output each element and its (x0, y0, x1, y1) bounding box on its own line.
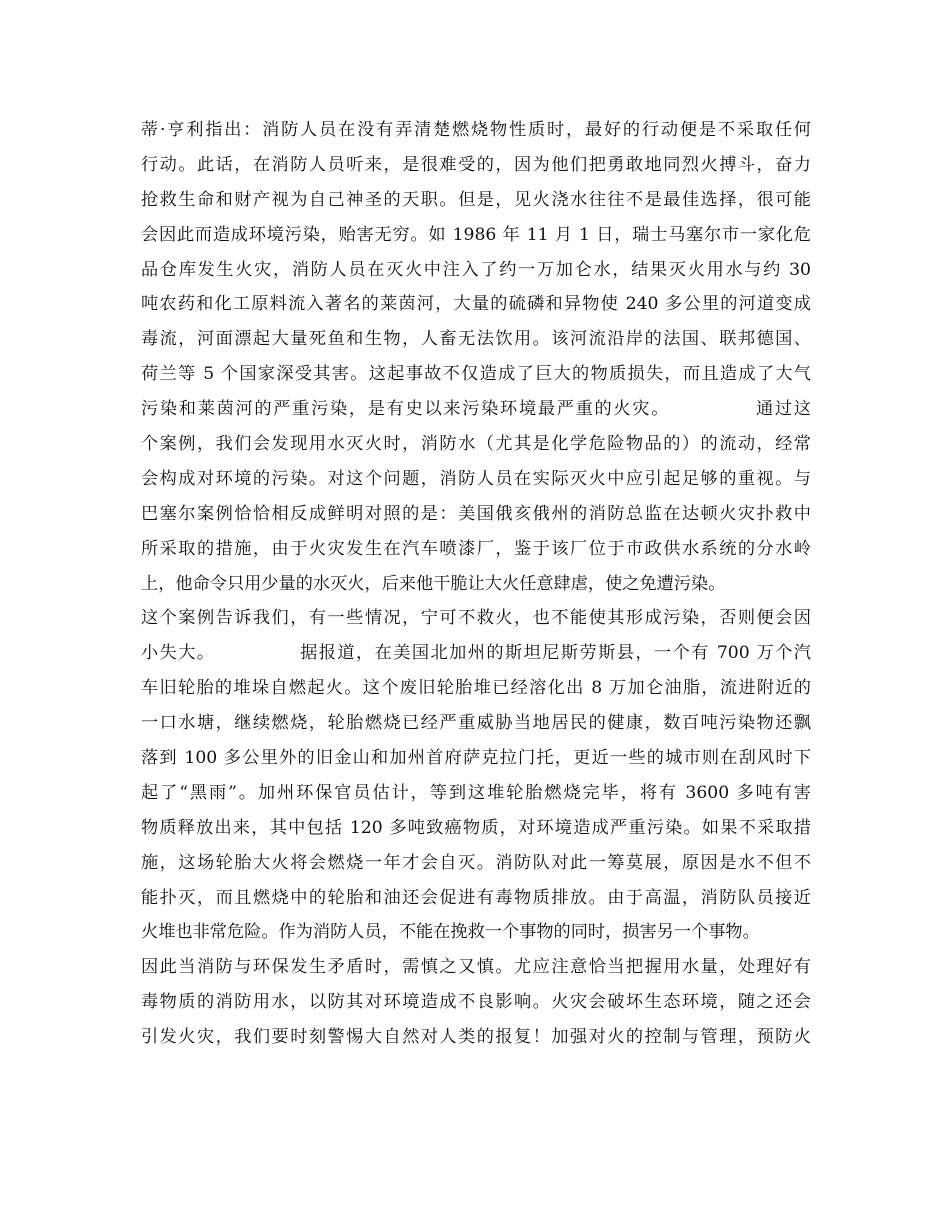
text-line: 这个案例告诉我们，有一些情况，宁可不救火，也不能使其形成污染，否则便会因 (141, 608, 811, 629)
text-line: 毒物质的消防用水，以防其对环境造成不良影响。火灾会破坏生态环境，随之还会 (141, 992, 811, 1013)
text-line: 火堆也非常危险。作为消防人员，不能在挽救一个事物的同时，损害另一个事物。 (141, 922, 760, 943)
text-line: 起了“黑雨”。加州环保官员估计，等到这堆轮胎燃烧完毕，将有 3600 多吨有害 (141, 782, 811, 803)
text-line: 个案例，我们会发现用水灭火时，消防水（尤其是化学危险物品的）的流动，经常 (141, 434, 811, 455)
text-line: 巴塞尔案例恰恰相反成鲜明对照的是：美国俄亥俄州的消防总监在达顿火灾扑救中 (141, 503, 811, 524)
text-line: 落到 100 多公里外的旧金山和加州首府萨克拉门托，更近一些的城市则在刮风时下 (141, 748, 811, 769)
text-line: 小失大。 据报道，在美国北加州的斯坦尼斯劳斯县，一个有 700 万个汽 (141, 643, 811, 664)
text-line: 物质释放出来，其中包括 120 多吨致癌物质，对环境造成严重污染。如果不采取措 (141, 817, 811, 838)
text-line: 品仓库发生火灾，消防人员在灭火中注入了约一万加仑水，结果灭火用水与约 30 (141, 259, 811, 280)
text-line: 引发火灾，我们要时刻警惕大自然对人类的报复！加强对火的控制与管理，预防火 (141, 1027, 811, 1048)
text-line: 蒂·亨利指出：消防人员在没有弄清楚燃烧物性质时，最好的行动便是不采取任何 (141, 120, 811, 140)
document-body (141, 113, 811, 1055)
text-line: 吨农药和化工原料流入著名的莱茵河，大量的硫磷和异物使 240 多公里的河道变成 (141, 294, 811, 315)
text-line: 因此当消防与环保发生矛盾时，需慎之又慎。尤应注意恰当把握用水量，处理好有 (141, 957, 811, 978)
text-line: 荷兰等 5 个国家深受其害。这起事故不仅造成了巨大的物质损失，而且造成了大气 (141, 364, 811, 385)
text-line: 车旧轮胎的堆垛自燃起火。这个废旧轮胎堆已经溶化出 8 万加仑油脂，流进附近的 (141, 678, 811, 699)
text-line: 一口水塘，继续燃烧，轮胎燃烧已经严重威胁当地居民的健康，数百吨污染物还飘 (141, 713, 811, 734)
text-line: 会因此而造成环境污染，贻害无穷。如 1986 年 11 月 1 日，瑞士马塞尔市一家化危 (141, 224, 811, 245)
text-line: 抢救生命和财产视为自己神圣的天职。但是，见火浇水往往不是最佳选择，很可能 (141, 189, 811, 210)
text-line: 污染和莱茵河的严重污染，是有史以来污染环境最严重的火灾。 通过这 (141, 399, 811, 420)
text-line: 毒流，河面漂起大量死鱼和生物，人畜无法饮用。该河流沿岸的法国、联邦德国、 (141, 329, 811, 350)
text-line: 施，这场轮胎大火将会燃烧一年才会自灭。消防队对此一筹莫展，原因是水不但不 (141, 852, 811, 873)
text-line: 上，他命令只用少量的水灭火，后来他干脆让大火任意肆虐，使之免遭污染。 (141, 573, 726, 594)
text-line: 会构成对环境的污染。对这个问题，消防人员在实际灭火中应引起足够的重视。与 (141, 468, 811, 489)
text-line: 能扑灭，而且燃烧中的轮胎和油还会促进有毒物质排放。由于高温，消防队员接近 (141, 887, 811, 908)
text-line: 所采取的措施，由于火灾发生在汽车喷漆厂，鉴于该厂位于市政供水系统的分水岭 (141, 538, 811, 559)
text-line: 行动。此话，在消防人员听来，是很难受的，因为他们把勇敢地同烈火搏斗，奋力 (141, 154, 811, 175)
